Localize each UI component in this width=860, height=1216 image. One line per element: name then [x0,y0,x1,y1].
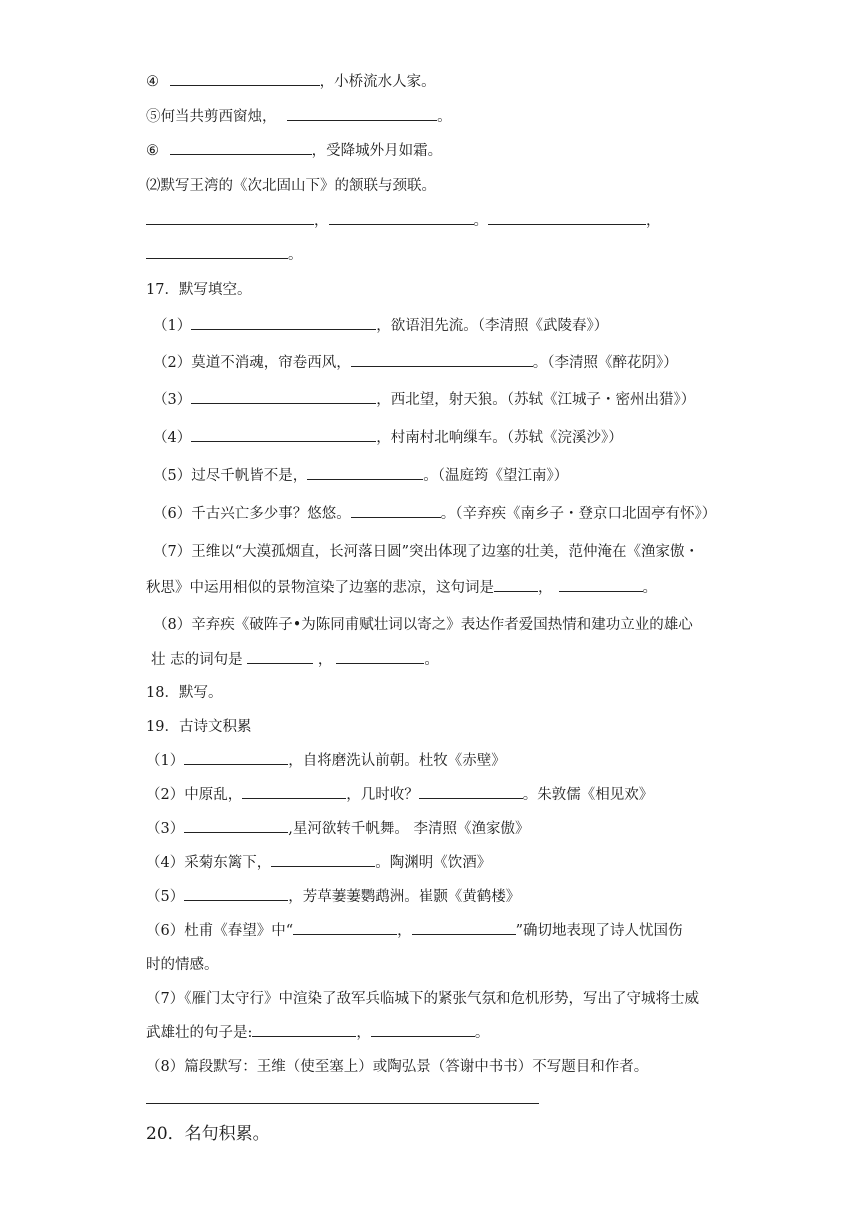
q19-item-2 [146,785,653,805]
item-text: 壮 志的词句是 [151,652,248,668]
line-4-text: ，小桥流水人家。 [319,74,436,90]
answer-blank[interactable] [336,650,424,664]
answer-blank[interactable] [494,578,538,592]
sub-question-2: ⑵默写王湾的《次北固山下》的颔联与颈联。 [146,178,436,194]
item-text: ，欲语泪先流。（李清照《武陵春》） [376,318,609,334]
q19-item-6-line1 [146,921,683,941]
answer-blank[interactable] [371,1023,475,1037]
item-text: 。（温庭筠《望江南》） [423,468,569,484]
answer-blank[interactable] [252,1023,356,1037]
question-17-title: 17．默写填空。 [146,282,252,298]
answer-blank[interactable] [271,853,375,867]
line-6 [146,141,442,161]
q17-item-7-line1: （7）王维以“大漠孤烟直，长河落日圆”突出体现了边塞的壮美，范仲淹在《渔家傲・ [153,544,700,560]
answer-blank[interactable] [287,107,437,121]
answer-blank[interactable] [146,211,314,225]
answer-blank[interactable] [307,466,423,480]
item-number: （1） [146,753,185,769]
question-18-title: 18．默写。 [146,685,223,701]
answer-blank[interactable] [146,245,288,259]
item-text: （4）采菊东篱下， [146,855,272,871]
line-5-end: 。 [437,109,452,125]
item-text: 。陶渊明《饮酒》 [375,855,492,871]
item-text: 武雄壮的句子是: [146,1025,253,1041]
sep: ， [314,213,329,229]
item-text: ，西北望，射天狼。（苏轼《江城子・密州出猎》） [376,392,696,408]
answer-rule[interactable] [146,1103,539,1104]
item-text: 。（辛弃疾《南乡子・登京口北固亭有怀》） [440,506,717,522]
q19-item-7-line1: （7）《雁门太守行》中渲染了敌军兵临城下的紧张气氛和危机形势，写出了守城将士威 [146,991,699,1007]
item-text: （2）莫道不消魂，帘卷西风， [153,355,351,371]
answer-blank[interactable] [184,819,288,833]
sep: 。 [424,652,439,668]
q19-item-8: （8）篇段默写：王维（使至塞上）或陶弘景（答谢中书书）不写题目和作者。 [146,1059,649,1075]
answer-blank[interactable] [412,921,516,935]
item-text: ，芳草萋萋鹦鹉洲。崔颢《黄鹤楼》 [288,889,521,905]
question-19-title: 19．古诗文积累 [146,719,252,735]
q19-item-4 [146,853,491,873]
item-number: （3） [146,821,185,837]
q17-item-8-line2 [151,650,439,670]
sep: ， [397,923,412,939]
sep: ， [313,652,333,668]
answer-line-a [146,211,661,231]
q19-item-1 [146,751,506,771]
item-number: （1） [153,318,192,334]
answer-blank[interactable] [191,390,376,404]
sep: 。 [288,247,303,263]
answer-line-b [146,245,303,265]
line-4-number: ④ [146,74,159,90]
answer-blank[interactable] [293,921,397,935]
answer-blank[interactable] [191,428,376,442]
item-text: 秋思》中运用相似的景物渲染了边塞的悲凉，这句词是 [146,580,494,596]
sep: 。 [642,580,657,596]
sep: ， [356,1025,371,1041]
item-text: （5）过尽千帆皆不是， [153,468,308,484]
answer-blank[interactable] [559,578,643,592]
q17-item-7-line2 [146,578,657,598]
q17-item-6 [153,504,716,524]
item-number: （3） [153,392,192,408]
q19-item-3 [146,819,529,839]
item-number: （4） [153,430,192,446]
item-text: 。（李清照《醉花阴》） [532,355,678,371]
q17-item-2 [153,353,678,373]
answer-blank[interactable] [242,785,346,799]
q17-item-8-line1: （8）辛弃疾《破阵子•为陈同甫赋壮词以寄之》表达作者爱国热情和建功立业的雄心 [153,617,693,633]
answer-blank[interactable] [184,751,288,765]
line-6-number: ⑥ [146,143,159,159]
answer-blank[interactable] [351,504,441,518]
sep: 。 [473,213,488,229]
q19-item-7-line2 [146,1023,489,1043]
line-5-text: ⑤何当共剪西窗烛， [146,109,277,125]
answer-blank[interactable] [329,211,474,225]
answer-blank[interactable] [419,785,523,799]
sep: ， [538,580,553,596]
item-text: （2）中原乱， [146,787,243,803]
sep: ， [646,213,661,229]
item-number: （5） [146,889,185,905]
q17-item-4 [153,428,623,448]
q17-item-3 [153,390,695,410]
line-5 [146,107,452,127]
answer-blank[interactable] [170,141,312,155]
item-text: （6）千古兴亡多少事？悠悠。 [153,506,351,522]
item-text: ”确切地表现了诗人忧国伤 [515,923,683,939]
q19-item-5 [146,887,520,907]
question-20-title: 20．名句积累。 [146,1124,270,1144]
answer-blank[interactable] [247,650,313,664]
answer-blank[interactable] [170,72,320,86]
q17-item-5 [153,466,568,486]
item-text: ，自将磨洗认前朝。杜牧《赤壁》 [288,753,506,769]
item-text: （6）杜甫《春望》中“ [146,923,294,939]
answer-blank[interactable] [351,353,533,367]
item-text: ，村南村北响缫车。（苏轼《浣溪沙》） [376,430,623,446]
item-text: ，几时收？ [346,787,419,803]
answer-blank[interactable] [184,887,288,901]
line-6-text: ，受降城外月如霜。 [311,143,443,159]
answer-blank[interactable] [191,316,376,330]
sep: 。 [474,1025,490,1041]
q17-item-1 [153,316,608,336]
q19-item-6-line2: 时的情感。 [146,957,219,973]
item-text: ,星河欲转千帆舞。 李清照《渔家傲》 [288,821,530,837]
item-text: 。朱敦儒《相见欢》 [522,787,654,803]
answer-blank[interactable] [488,211,646,225]
line-4 [146,72,436,92]
